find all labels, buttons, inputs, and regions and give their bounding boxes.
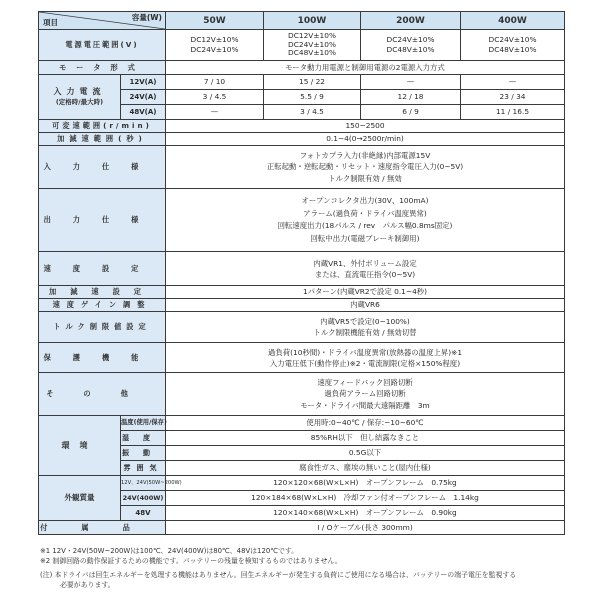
cell-current: 5.5 / 9 [264,90,361,105]
cell-speed-setting [166,252,565,286]
cell-line: 入力電圧低下(動作停止)※2・電流制限(定格×150%程度) [269,358,461,368]
table-row [39,30,565,61]
cell-line: フォトカプラ入力(非絶縁)内部電源15V [299,150,431,160]
cell-dimensions: 120×184×68(W×L×H) 冷却ファン付オープンフレーム 1.14kg [166,491,565,506]
cell-accel-setting: 1パターン(内蔵VR2で設定 0.1~4秒) [166,286,565,299]
table-row [39,133,565,146]
cell-dimensions: 120×140×68(W×L×H) オープンフレーム 0.90kg [166,506,565,521]
table-row [39,312,565,343]
column-header-100w: 100W [264,12,361,30]
cell-current: 7 / 10 [166,75,264,90]
spec-table [38,11,565,535]
cell-speed-range: 150~2500 [166,120,565,133]
cell-voltage-100w [264,30,361,61]
column-header-400w: 400W [461,12,565,30]
footnote-2: ※2 制御回路の動作保証するための機能です。バッテリーの残量を検知するものではありません。 [40,557,342,565]
cell-current: 3 / 4.5 [264,105,361,120]
cell-line: 回転中出力(電磁ブレーキ制御用) [310,233,420,243]
row-label-speed-setting: 速度設定 [39,252,166,286]
row-label-motor-type: モータ形式 [39,61,166,75]
sub-label-atmosphere: 雰囲気 [121,461,166,476]
sub-label-humidity: 湿度 [121,431,166,446]
cell-line: DC24V±10% [488,35,537,44]
cell-humidity: 85%RH以下 但し結露なきこと [166,431,565,446]
input-current-sublabel: (定格時/最大時) [55,98,104,106]
row-label-accel-range: 加減速範囲(秒) [39,133,166,146]
sub-label-12v-24v: 12V、24V(50W~200W) [121,476,166,491]
cell-line: DC24V±10% [190,45,239,54]
column-header-50w: 50W [166,12,264,30]
cell-line: DC24V±10% [288,39,336,49]
sub-label-24v: 24V(A) [121,90,166,105]
cell-dimensions: 120×120×68(W×L×H) オープンフレーム 0.75kg [166,476,565,491]
table-row [39,120,565,133]
table-row [39,286,565,299]
cell-line: アラーム(過負荷・ドライバ温度異常) [303,208,427,218]
cell-atmosphere: 腐食性ガス、塵埃の無いこと(屋内仕様) [166,461,565,476]
input-current-label: 入力電流 [53,87,106,96]
cell-current: 15 / 22 [264,75,361,90]
cell-input-spec [166,146,565,189]
cell-voltage-200w [361,30,461,61]
table-row [39,343,565,373]
cell-other [166,373,565,416]
sub-label-temperature: 温度(使用/保存) [121,416,166,431]
footnote-1: ※1 12V・24V(50W~200W)は100℃、24V(400W)は80℃、48Vは120℃です。 [40,547,299,555]
row-label-supply-voltage: 電源電圧範囲(V) [39,30,166,61]
table-row [39,476,565,491]
row-label-appearance: 外観質量 [39,476,121,521]
cell-line: 正転起動・逆転起動・リセット・速度指令電圧入力(0~5V) [266,162,464,172]
cell-line: モータ・ドライバ間最大遠隔距離 3m [300,400,430,410]
cell-temperature: 使用時:0~40℃ / 保存:−10~60℃ [166,416,565,431]
cell-current: 3 / 4.5 [166,90,264,105]
footnotes [40,546,580,590]
sub-label-12v: 12V(A) [121,75,166,90]
table-row [39,299,565,312]
row-label-protection: 保護機能 [39,343,166,373]
row-label-input-current [39,75,121,120]
cell-speed-gain: 内蔵VR6 [166,299,565,312]
cell-line: トルク制限機能有効 / 無効切替 [313,328,417,337]
sub-label-48v: 48V(A) [121,105,166,120]
cell-line: 内蔵VR1、外付ボリューム設定 [313,258,417,268]
cell-line: 速度フィードバック回路切断 [317,377,413,387]
table-row [39,146,565,189]
row-label-speed-range: 可変速範囲(r/min) [39,120,166,133]
cell-voltage-400w [461,30,565,61]
cell-current: — [361,75,461,90]
row-label-environment: 環境 [39,416,121,476]
sub-label-vibration: 振動 [121,446,166,461]
row-label-output-spec: 出力仕様 [39,189,166,252]
cell-current: 23 / 34 [461,90,565,105]
cell-line: DC48V±10% [288,48,336,58]
table-row [39,75,565,90]
cell-line: 過負荷アラーム回路切断 [324,389,406,399]
cell-line: DC12V±10% [190,35,239,44]
caution-line-1: (注) 本ドライバは回生エネルギーを処理する機能はありません。回生エネルギーが発生する負荷にご使用になる場合は、バッテリーの端子電圧を監視する [40,571,517,579]
cell-motor-type: モータ動力用電源と制御用電源の2電源入力方式 [166,61,565,75]
table-row [39,521,565,535]
corner-item-label: 項目 [43,18,58,27]
row-label-accessory: 付属品 [39,521,166,535]
corner-capacity-label: 容量(W) [131,13,162,22]
sub-label-48v-dim: 48V [121,506,166,521]
cell-output-spec [166,189,565,252]
cell-torque-limit [166,312,565,343]
cell-vibration: 0.5G以下 [166,446,565,461]
caution-line-2: 必要があります。 [60,581,115,589]
cell-current: 6 / 9 [361,105,461,120]
cell-current: 12 / 18 [361,90,461,105]
cell-line: 過負荷(10秒間)・ドライバ温度異常(放熱器の温度上昇)※1 [267,347,463,357]
table-row [39,252,565,286]
table-row [39,61,565,75]
cell-line: 内蔵VR5で設定(0~100%) [320,317,410,326]
column-header-200w: 200W [361,12,461,30]
cell-current: — [166,105,264,120]
cell-line: トルク制限有効 / 無効 [328,173,402,183]
cell-accel-range: 0.1~4(0→2500r/min) [166,133,565,146]
cell-current: — [461,75,565,90]
row-label-torque-limit: トルク制限値設定 [39,312,166,343]
cell-line: DC24V±10% [386,35,435,44]
row-label-speed-gain: 速度ゲイン調整 [39,299,166,312]
cell-current: 11 / 16.5 [461,105,565,120]
cell-protection [166,343,565,373]
header-corner [39,12,166,30]
cell-line: DC48V±10% [386,45,435,54]
cell-line: または、直流電圧指令(0~5V) [314,269,416,279]
cell-line: 回転速度出力(18パルス / rev パルス幅0.8ms固定) [277,221,453,230]
row-label-input-spec: 入力仕様 [39,146,166,189]
cell-accessory: I / Oケーブル(長さ 300mm) [166,521,565,535]
cell-line: DC12V±10% [288,31,336,41]
table-row [39,416,565,431]
row-label-other: その他 [39,373,166,416]
sub-label-24v-400w: 24V(400W) [121,491,166,506]
cell-line: オープンコレクタ出力(30V、100mA) [301,196,429,205]
table-row [39,373,565,416]
table-row [39,189,565,252]
cell-voltage-50w [166,30,264,61]
row-label-accel-setting: 加減速設定 [39,286,166,299]
cell-line: DC48V±10% [488,45,537,54]
